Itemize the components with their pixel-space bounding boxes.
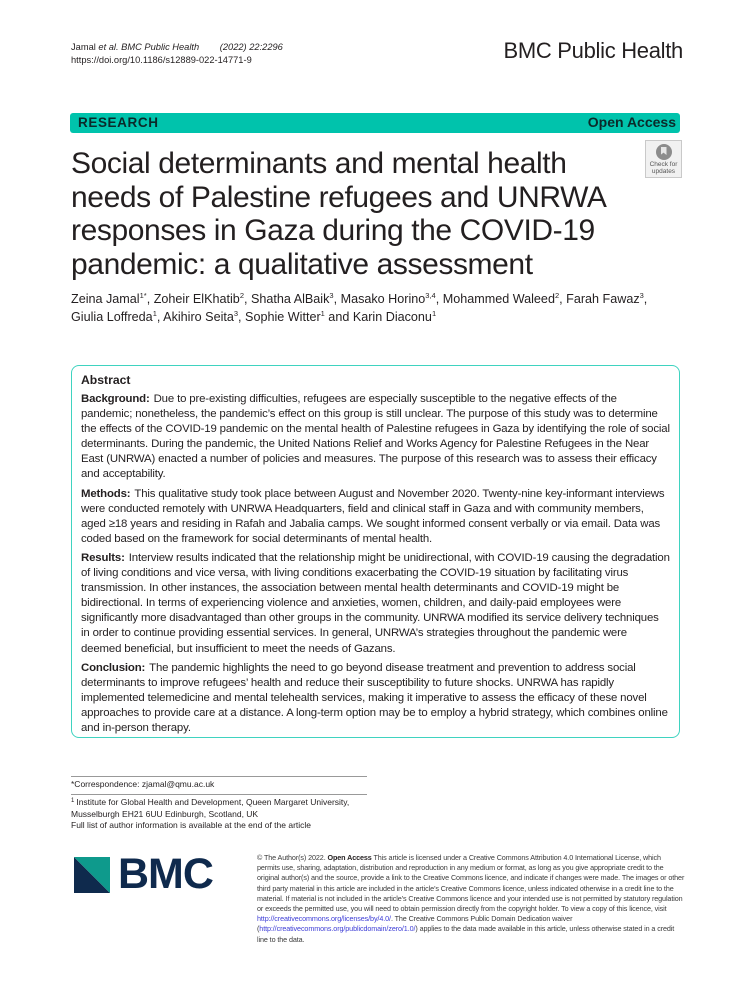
affiliation-number: 1 <box>71 798 75 804</box>
author-name[interactable]: Akihiro Seita <box>163 310 234 324</box>
citation-year-volume: (2022) 22:2296 <box>219 42 283 52</box>
author-separator: , <box>146 292 154 306</box>
author-name[interactable]: Farah Fawaz <box>566 292 640 306</box>
correspondence-email[interactable]: zjamal@qmu.ac.uk <box>141 779 215 789</box>
abstract-box <box>71 365 680 738</box>
license-text: . The Creative Commons Public Domain Dedication waiver ( <box>257 914 573 934</box>
cc-by-license-link[interactable]: http://creativecommons.org/licenses/by/4.0/ <box>257 914 391 924</box>
publisher-logo <box>74 850 234 898</box>
abstract-background <box>81 392 670 483</box>
author-separator: , <box>435 292 443 306</box>
open-access-label: Open Access <box>587 114 676 130</box>
cc0-waiver-link[interactable]: http://creativecommons.org/publicdomain/zero/1.0/ <box>259 924 416 934</box>
author-affiliation-marker: 3 <box>233 309 239 318</box>
abstract-conclusion <box>81 661 670 736</box>
correspondence-note <box>71 779 214 789</box>
crossmark-line-2: updates <box>651 168 676 175</box>
article-type-banner <box>70 113 680 133</box>
author-name[interactable]: Zoheir ElKhatib <box>153 292 240 306</box>
author-separator: , <box>559 292 567 306</box>
section-label: Results: <box>81 551 125 564</box>
author-name[interactable]: Zeina Jamal <box>71 292 140 306</box>
section-label: Background: <box>81 393 150 405</box>
author-name[interactable]: Giulia Loffreda <box>71 310 153 324</box>
license-statement <box>257 853 685 945</box>
crossmark-line-1: Check for <box>649 161 678 168</box>
author-affiliation-marker: 1 <box>431 309 437 318</box>
author-affiliation-marker: 3 <box>639 291 644 300</box>
footnote-divider <box>71 776 367 777</box>
journal-name: BMC Public Health <box>503 38 683 63</box>
license-text: ) applies to the data made available in this article, unless otherwise stated in a credit line to the data. <box>257 924 675 944</box>
crossmark-text <box>646 161 681 175</box>
author-info-note: Full list of author information is available at the end of the article <box>71 820 312 830</box>
author-affiliation-marker: 2 <box>554 291 560 300</box>
citation-author: Jamal <box>71 42 96 52</box>
affiliation-text: Institute for Global Health and Development, Queen Margaret University, Musselburgh EH21 6UU Edinburgh, Scotland, UK <box>71 797 350 819</box>
section-text: The pandemic highlights the need to go beyond disease treatment and prevention to address social determinants to improve refugees’ health and reduce their susceptibility to future shocks. UNRWA has rapidly implemented telemedicine and mental telehealth services, making it imperative to assess the efficacy of these novel approaches to provide care at a distance. A long-term option may be to employ a hybrid strategy, which combines online and in-person therapy. <box>81 661 668 734</box>
section-label: Conclusion: <box>81 661 146 674</box>
section-text: This qualitative study took place between August and November 2020. Twenty-nine key-informant interviews were conducted remotely with UNRWA Headquarters, field and clinical staff in Gaza and with community members, aged ≥18 years and residing in Rafah and Jabalia camps. We sought informed consent verbally or via email. Data was coded based on the framework for social determinants of mental health. <box>81 487 665 545</box>
author-affiliation-marker: 1* <box>139 291 147 300</box>
author-affiliation-marker: 3 <box>329 291 334 300</box>
open-access-label: Open Access <box>327 853 372 862</box>
bmc-logo-mark-icon <box>74 857 110 893</box>
author-name[interactable]: Sophie Witter <box>245 310 321 324</box>
citation-line <box>71 41 283 54</box>
author-name[interactable]: Masako Horino <box>340 292 426 306</box>
check-for-updates-button[interactable] <box>645 140 682 178</box>
author-name[interactable]: Mohammed Waleed <box>442 292 555 306</box>
citation-journal: BMC Public Health <box>121 42 200 52</box>
affiliation-note <box>71 797 371 832</box>
abstract-results <box>81 551 670 657</box>
author-list <box>71 290 691 326</box>
abstract-methods <box>81 487 670 547</box>
publisher-logo-text: BMC <box>118 850 213 898</box>
author-name[interactable]: Karin Diaconu <box>352 310 432 324</box>
section-text: Due to pre-existing difficulties, refugees are especially susceptible to the negative effects of the pandemic; nonetheless, the pandemic’s effect on this group is still unclear. The purpose of this study was to determine the effects of the COVID-19 pandemic on the mental health of Palestine refugees in Gaza by identifying the role of social determinants. During the pandemic, the United Nations Relief and Works Agency for Palestine Refugees in the Near East (UNRWA) enacted a number of policies and measures. The purpose of this research was to assess their efficacy and acceptability. <box>81 393 670 481</box>
copyright-notice: © The Author(s) 2022. <box>257 853 326 862</box>
abstract-heading: Abstract <box>81 373 131 387</box>
author-affiliation-marker: 2 <box>239 291 244 300</box>
author-name[interactable]: Shatha AlBaik <box>250 292 330 306</box>
footnote-divider <box>71 794 367 795</box>
article-type-label: RESEARCH <box>78 115 159 130</box>
author-separator: and <box>324 310 353 324</box>
citation-etal: et al. <box>98 42 119 52</box>
section-text: Interview results indicated that the relationship might be unidirectional, with COVID-19 causing the degradation of living conditions and vice versa, with living conditions exacerbating the COVID-19 situation by facilitating virus transmission. In other instances, the association between mental health determinants and COVID-19 might be bidirectional. In terms of experiencing violence and anxieties, women, children, and daily-paid employees were significantly more disadvantaged than other groups in the community. UNRWA modified its service delivery techniques in order to continue providing essential services. In general, UNRWA’s strategies throughout the pandemic were deemed beneficial, but insufficient to meet the needs of Gazans. <box>81 551 670 655</box>
author-affiliation-marker: 1 <box>320 309 325 318</box>
author-separator: , <box>643 292 648 306</box>
author-separator: , <box>243 292 251 306</box>
author-separator: , <box>333 292 341 306</box>
running-header <box>71 41 283 67</box>
author-affiliation-marker: 3,4 <box>425 291 436 300</box>
doi-link[interactable]: https://doi.org/10.1186/s12889-022-14771-9 <box>71 55 252 65</box>
article-title: Social determinants and mental health needs of Palestine refugees and UNRWA responses in Gaza during the COVID-19 pandemic: a qualitative assessment <box>71 147 605 281</box>
author-separator: , <box>238 310 246 324</box>
license-text: This article is licensed under a Creative Commons Attribution 4.0 International License, which permits use, sharing, adaptation, distribution and reproduction in any medium or format, as long as you give appropriate credit to the original author(s) and the source, provide a link to the Creative Commons licence, and indicate if changes were made. The images or other third party material in this article are included in the article’s Creative Commons licence, unless indicated otherwise in a credit line to the material. If material is not included in the article’s Creative Commons licence and your intended use is not permitted by statutory regulation or exceeds the permitted use, you will need to obtain permission directly from the copyright holder. To view a copy of this licence, visit <box>257 853 685 914</box>
correspondence-label: *Correspondence: <box>71 779 140 789</box>
section-label: Methods: <box>81 487 131 500</box>
author-affiliation-marker: 1 <box>152 309 157 318</box>
crossmark-icon <box>656 144 672 160</box>
author-separator: , <box>156 310 164 324</box>
